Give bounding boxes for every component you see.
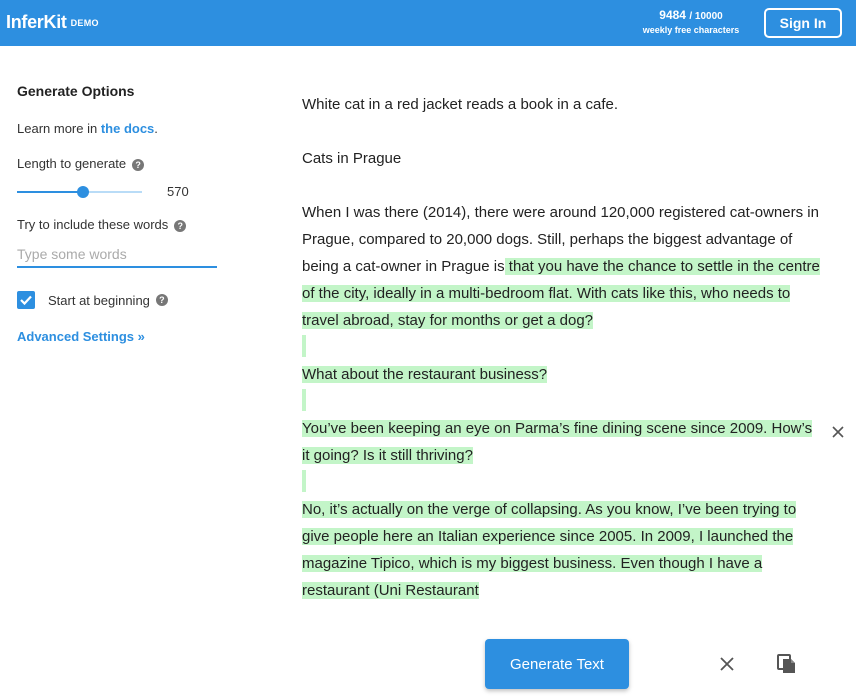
generated-blank-line — [302, 469, 822, 496]
start-at-beginning-label: Start at beginning — [48, 292, 150, 308]
text-editor[interactable] — [302, 91, 822, 604]
learn-more-text: Learn more in the docs. — [17, 121, 158, 136]
copy-icon[interactable] — [776, 653, 798, 675]
top-bar — [0, 0, 856, 46]
dismiss-generated-icon[interactable] — [830, 424, 846, 440]
generated-blank-line — [302, 334, 822, 361]
generated-text: that you have the chance to settle in the centre of the city, ideally in a multi-bedroom flat. With cats like this, who needs to travel abroad, stay for months or get a dog? — [302, 258, 820, 329]
character-quota — [636, 8, 746, 36]
prompt-paragraph: Cats in Prague — [302, 150, 402, 167]
slider-fill — [17, 191, 83, 193]
mixed-paragraph — [302, 199, 822, 334]
generated-text: No, it’s actually on the verge of collapsing. As you know, I’ve been trying to give people here an Italian experience since 2005. In 2009, I launched the magazine Tipico, which is my biggest business. Even though I have a restaurant (Uni Restaurant — [302, 501, 797, 599]
logo[interactable] — [6, 12, 99, 33]
generated-blank-line — [302, 388, 822, 415]
checkmark-icon — [19, 293, 33, 307]
prompt-text: When I was there (2014), there were around 120,000 registered cat-owners in Prague, compared to 20,000 dogs. Still, perhaps the biggest advantage of being a cat-owner in Prague is — [302, 204, 819, 275]
question-circle-icon[interactable]: ? — [174, 220, 186, 232]
advanced-settings-link[interactable]: Advanced Settings » — [17, 329, 145, 344]
generated-text: What about the restaurant business? — [302, 366, 548, 383]
prompt-paragraph: White cat in a red jacket reads a book in a cafe. — [302, 96, 619, 113]
quota-total: / 10000 — [689, 11, 723, 22]
start-at-beginning-checkbox[interactable] — [17, 291, 35, 309]
quota-used: 9484 — [659, 8, 686, 22]
close-icon[interactable] — [718, 655, 736, 673]
docs-link[interactable]: the docs — [100, 121, 155, 136]
length-label: Length to generate ? — [17, 156, 144, 171]
length-slider[interactable] — [17, 184, 142, 200]
quota-label: weekly free characters — [642, 25, 740, 35]
generate-text-button[interactable]: Generate Text — [485, 639, 629, 689]
start-at-beginning-row[interactable] — [17, 290, 168, 310]
question-circle-icon[interactable]: ? — [156, 294, 168, 306]
include-words-label: Try to include these words ? — [17, 217, 186, 232]
length-value: 570 — [167, 184, 189, 199]
sign-in-button[interactable]: Sign In — [764, 8, 842, 38]
generated-text: You’ve been keeping an eye on Parma’s fine dining scene since 2009. How’s it going? Is it still thriving? — [302, 420, 813, 464]
slider-thumb[interactable] — [77, 186, 89, 198]
logo-badge: DEMO — [70, 18, 99, 28]
logo-text: InferKit — [6, 12, 67, 32]
options-title: Generate Options — [17, 83, 135, 99]
question-circle-icon[interactable]: ? — [132, 159, 144, 171]
include-words-input[interactable] — [17, 242, 217, 268]
